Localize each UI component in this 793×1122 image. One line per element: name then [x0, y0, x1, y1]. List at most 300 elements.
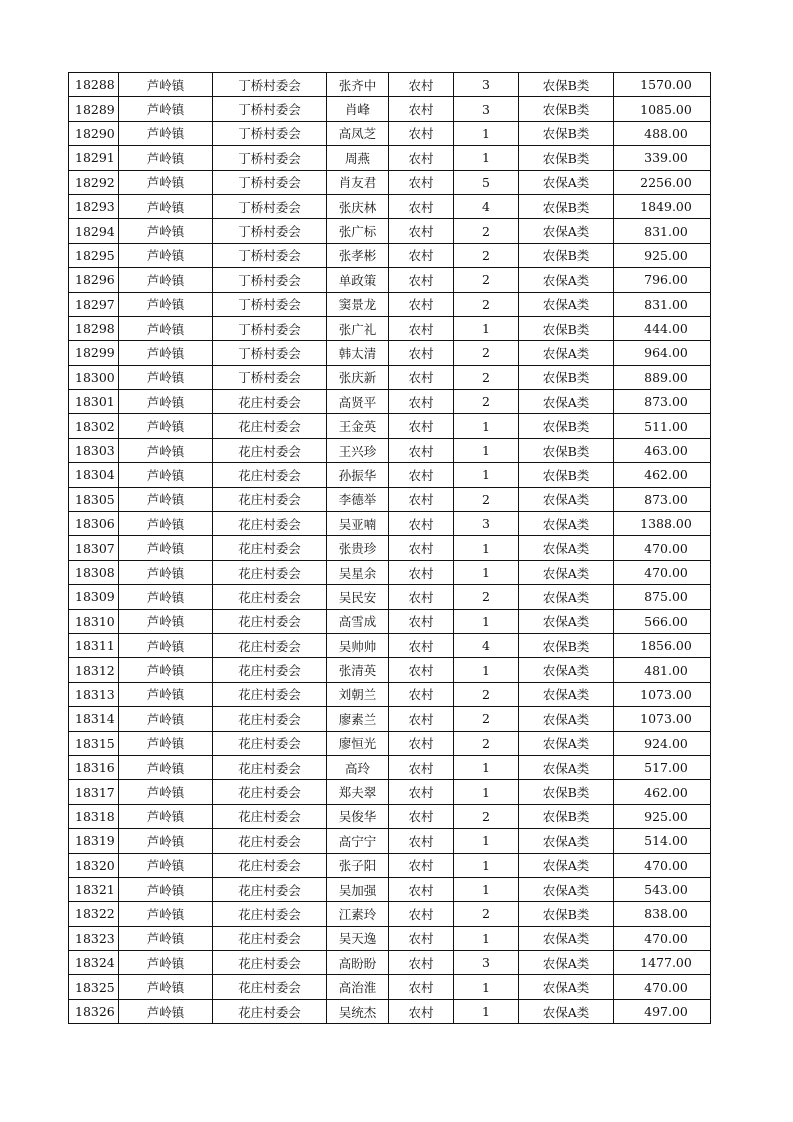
town-cell: 芦岭镇 — [119, 585, 213, 609]
town-cell: 芦岭镇 — [119, 682, 213, 706]
record-id-cell: 18323 — [69, 926, 119, 950]
village-committee-cell: 丁桥村委会 — [213, 194, 327, 218]
record-id-cell: 18289 — [69, 97, 119, 121]
family-size-cell: 3 — [454, 512, 519, 536]
household-type-cell: 农村 — [389, 902, 454, 926]
table-row — [69, 243, 711, 267]
amount-cell: 924.00 — [614, 731, 711, 755]
amount-cell: 831.00 — [614, 292, 711, 316]
family-size-cell: 1 — [454, 755, 519, 779]
record-id-cell: 18303 — [69, 438, 119, 462]
village-committee-cell: 丁桥村委会 — [213, 73, 327, 97]
amount-cell: 796.00 — [614, 268, 711, 292]
household-type-cell: 农村 — [389, 487, 454, 511]
town-cell: 芦岭镇 — [119, 219, 213, 243]
household-type-cell: 农村 — [389, 414, 454, 438]
family-size-cell: 1 — [454, 999, 519, 1023]
insurance-category-cell: 农保A类 — [519, 170, 614, 194]
family-size-cell: 2 — [454, 219, 519, 243]
insurance-category-cell: 农保B类 — [519, 365, 614, 389]
town-cell: 芦岭镇 — [119, 633, 213, 657]
household-type-cell: 农村 — [389, 731, 454, 755]
person-name-cell: 韩太清 — [327, 341, 389, 365]
household-type-cell: 农村 — [389, 585, 454, 609]
insurance-category-cell: 农保A类 — [519, 877, 614, 901]
family-size-cell: 1 — [454, 560, 519, 584]
insurance-category-cell: 农保B类 — [519, 633, 614, 657]
household-type-cell: 农村 — [389, 853, 454, 877]
amount-cell: 463.00 — [614, 438, 711, 462]
record-id-cell: 18314 — [69, 707, 119, 731]
insurance-category-cell: 农保B类 — [519, 804, 614, 828]
village-committee-cell: 花庄村委会 — [213, 682, 327, 706]
household-type-cell: 农村 — [389, 292, 454, 316]
table-row — [69, 73, 711, 97]
person-name-cell: 高凤芝 — [327, 121, 389, 145]
town-cell: 芦岭镇 — [119, 780, 213, 804]
family-size-cell: 1 — [454, 438, 519, 462]
town-cell: 芦岭镇 — [119, 463, 213, 487]
record-id-cell: 18326 — [69, 999, 119, 1023]
person-name-cell: 张广礼 — [327, 316, 389, 340]
record-id-cell: 18300 — [69, 365, 119, 389]
record-id-cell: 18288 — [69, 73, 119, 97]
family-size-cell: 1 — [454, 414, 519, 438]
insurance-category-cell: 农保B类 — [519, 902, 614, 926]
table-row — [69, 487, 711, 511]
person-name-cell: 张子阳 — [327, 853, 389, 877]
amount-cell: 470.00 — [614, 536, 711, 560]
village-committee-cell: 花庄村委会 — [213, 658, 327, 682]
record-id-cell: 18311 — [69, 633, 119, 657]
table-row — [69, 536, 711, 560]
household-type-cell: 农村 — [389, 560, 454, 584]
table-row — [69, 194, 711, 218]
household-type-cell: 农村 — [389, 268, 454, 292]
insurance-category-cell: 农保A类 — [519, 658, 614, 682]
person-name-cell: 王兴珍 — [327, 438, 389, 462]
amount-cell: 339.00 — [614, 146, 711, 170]
village-committee-cell: 花庄村委会 — [213, 512, 327, 536]
village-committee-cell: 丁桥村委会 — [213, 170, 327, 194]
household-type-cell: 农村 — [389, 707, 454, 731]
table-row — [69, 390, 711, 414]
insurance-category-cell: 农保A类 — [519, 536, 614, 560]
household-type-cell: 农村 — [389, 999, 454, 1023]
amount-cell: 470.00 — [614, 975, 711, 999]
record-id-cell: 18310 — [69, 609, 119, 633]
amount-cell: 444.00 — [614, 316, 711, 340]
person-name-cell: 张清英 — [327, 658, 389, 682]
village-committee-cell: 丁桥村委会 — [213, 121, 327, 145]
insurance-category-cell: 农保B类 — [519, 73, 614, 97]
table-row — [69, 804, 711, 828]
person-name-cell: 张齐中 — [327, 73, 389, 97]
table-row — [69, 999, 711, 1023]
town-cell: 芦岭镇 — [119, 487, 213, 511]
village-committee-cell: 花庄村委会 — [213, 487, 327, 511]
family-size-cell: 2 — [454, 731, 519, 755]
table-row — [69, 268, 711, 292]
record-id-cell: 18294 — [69, 219, 119, 243]
household-type-cell: 农村 — [389, 609, 454, 633]
amount-cell: 1570.00 — [614, 73, 711, 97]
family-size-cell: 2 — [454, 487, 519, 511]
household-type-cell: 农村 — [389, 316, 454, 340]
record-id-cell: 18308 — [69, 560, 119, 584]
household-type-cell: 农村 — [389, 951, 454, 975]
household-type-cell: 农村 — [389, 926, 454, 950]
person-name-cell: 高盼盼 — [327, 951, 389, 975]
household-type-cell: 农村 — [389, 146, 454, 170]
town-cell: 芦岭镇 — [119, 170, 213, 194]
amount-cell: 925.00 — [614, 243, 711, 267]
family-size-cell: 2 — [454, 292, 519, 316]
village-committee-cell: 花庄村委会 — [213, 804, 327, 828]
record-id-cell: 18325 — [69, 975, 119, 999]
insurance-category-cell: 农保A类 — [519, 975, 614, 999]
record-id-cell: 18292 — [69, 170, 119, 194]
record-id-cell: 18313 — [69, 682, 119, 706]
village-committee-cell: 花庄村委会 — [213, 999, 327, 1023]
amount-cell: 1477.00 — [614, 951, 711, 975]
village-committee-cell: 丁桥村委会 — [213, 97, 327, 121]
table-row — [69, 560, 711, 584]
insurance-category-cell: 农保A类 — [519, 292, 614, 316]
household-type-cell: 农村 — [389, 438, 454, 462]
person-name-cell: 单政策 — [327, 268, 389, 292]
table-row — [69, 341, 711, 365]
household-type-cell: 农村 — [389, 829, 454, 853]
family-size-cell: 5 — [454, 170, 519, 194]
table-row — [69, 438, 711, 462]
amount-cell: 873.00 — [614, 487, 711, 511]
village-committee-cell: 花庄村委会 — [213, 390, 327, 414]
amount-cell: 1073.00 — [614, 682, 711, 706]
person-name-cell: 廖恒光 — [327, 731, 389, 755]
record-id-cell: 18321 — [69, 877, 119, 901]
insurance-category-cell: 农保B类 — [519, 243, 614, 267]
town-cell: 芦岭镇 — [119, 97, 213, 121]
family-size-cell: 4 — [454, 633, 519, 657]
town-cell: 芦岭镇 — [119, 268, 213, 292]
insurance-category-cell: 农保A类 — [519, 853, 614, 877]
town-cell: 芦岭镇 — [119, 877, 213, 901]
record-id-cell: 18305 — [69, 487, 119, 511]
family-size-cell: 1 — [454, 463, 519, 487]
record-id-cell: 18312 — [69, 658, 119, 682]
family-size-cell: 1 — [454, 975, 519, 999]
table-row — [69, 902, 711, 926]
household-type-cell: 农村 — [389, 975, 454, 999]
household-type-cell: 农村 — [389, 341, 454, 365]
village-committee-cell: 花庄村委会 — [213, 585, 327, 609]
family-size-cell: 1 — [454, 536, 519, 560]
village-committee-cell: 丁桥村委会 — [213, 341, 327, 365]
table-row — [69, 463, 711, 487]
person-name-cell: 吴统杰 — [327, 999, 389, 1023]
insurance-category-cell: 农保B类 — [519, 780, 614, 804]
insurance-category-cell: 农保B类 — [519, 463, 614, 487]
person-name-cell: 吴星余 — [327, 560, 389, 584]
town-cell: 芦岭镇 — [119, 316, 213, 340]
amount-cell: 511.00 — [614, 414, 711, 438]
village-committee-cell: 丁桥村委会 — [213, 219, 327, 243]
record-id-cell: 18315 — [69, 731, 119, 755]
village-committee-cell: 花庄村委会 — [213, 926, 327, 950]
person-name-cell: 孙振华 — [327, 463, 389, 487]
person-name-cell: 吴帅帅 — [327, 633, 389, 657]
town-cell: 芦岭镇 — [119, 975, 213, 999]
person-name-cell: 李德举 — [327, 487, 389, 511]
table-row — [69, 414, 711, 438]
table-row — [69, 170, 711, 194]
person-name-cell: 吴民安 — [327, 585, 389, 609]
town-cell: 芦岭镇 — [119, 853, 213, 877]
person-name-cell: 高治淮 — [327, 975, 389, 999]
amount-cell: 470.00 — [614, 560, 711, 584]
family-size-cell: 1 — [454, 853, 519, 877]
village-committee-cell: 花庄村委会 — [213, 780, 327, 804]
amount-cell: 925.00 — [614, 804, 711, 828]
person-name-cell: 高宁宁 — [327, 829, 389, 853]
record-id-cell: 18316 — [69, 755, 119, 779]
town-cell: 芦岭镇 — [119, 902, 213, 926]
record-id-cell: 18293 — [69, 194, 119, 218]
amount-cell: 488.00 — [614, 121, 711, 145]
town-cell: 芦岭镇 — [119, 829, 213, 853]
person-name-cell: 吴亚喃 — [327, 512, 389, 536]
village-committee-cell: 花庄村委会 — [213, 951, 327, 975]
amount-cell: 964.00 — [614, 341, 711, 365]
family-size-cell: 3 — [454, 951, 519, 975]
record-id-cell: 18290 — [69, 121, 119, 145]
table-row — [69, 146, 711, 170]
record-id-cell: 18296 — [69, 268, 119, 292]
person-name-cell: 江素玲 — [327, 902, 389, 926]
insurance-category-cell: 农保B类 — [519, 414, 614, 438]
person-name-cell: 王金英 — [327, 414, 389, 438]
record-id-cell: 18324 — [69, 951, 119, 975]
amount-cell: 470.00 — [614, 853, 711, 877]
village-committee-cell: 花庄村委会 — [213, 829, 327, 853]
person-name-cell: 窦景龙 — [327, 292, 389, 316]
amount-cell: 831.00 — [614, 219, 711, 243]
family-size-cell: 2 — [454, 682, 519, 706]
family-size-cell: 3 — [454, 97, 519, 121]
family-size-cell: 1 — [454, 146, 519, 170]
person-name-cell: 高雪成 — [327, 609, 389, 633]
person-name-cell: 张孝彬 — [327, 243, 389, 267]
village-committee-cell: 花庄村委会 — [213, 902, 327, 926]
household-type-cell: 农村 — [389, 219, 454, 243]
family-size-cell: 4 — [454, 194, 519, 218]
village-committee-cell: 花庄村委会 — [213, 707, 327, 731]
household-type-cell: 农村 — [389, 194, 454, 218]
table-row — [69, 707, 711, 731]
town-cell: 芦岭镇 — [119, 707, 213, 731]
village-committee-cell: 花庄村委会 — [213, 609, 327, 633]
amount-cell: 2256.00 — [614, 170, 711, 194]
table-row — [69, 829, 711, 853]
town-cell: 芦岭镇 — [119, 609, 213, 633]
person-name-cell: 吴加强 — [327, 877, 389, 901]
insurance-category-cell: 农保A类 — [519, 999, 614, 1023]
insurance-category-cell: 农保A类 — [519, 585, 614, 609]
record-id-cell: 18299 — [69, 341, 119, 365]
table-row — [69, 658, 711, 682]
family-size-cell: 2 — [454, 268, 519, 292]
household-type-cell: 农村 — [389, 633, 454, 657]
amount-cell: 1388.00 — [614, 512, 711, 536]
amount-cell: 462.00 — [614, 463, 711, 487]
household-type-cell: 农村 — [389, 463, 454, 487]
record-id-cell: 18291 — [69, 146, 119, 170]
amount-cell: 1073.00 — [614, 707, 711, 731]
person-name-cell: 吴俊华 — [327, 804, 389, 828]
town-cell: 芦岭镇 — [119, 121, 213, 145]
amount-cell: 1856.00 — [614, 633, 711, 657]
person-name-cell: 刘朝兰 — [327, 682, 389, 706]
insurance-category-cell: 农保A类 — [519, 341, 614, 365]
household-type-cell: 农村 — [389, 512, 454, 536]
person-name-cell: 周燕 — [327, 146, 389, 170]
insurance-category-cell: 农保B类 — [519, 194, 614, 218]
town-cell: 芦岭镇 — [119, 390, 213, 414]
household-type-cell: 农村 — [389, 780, 454, 804]
family-size-cell: 1 — [454, 780, 519, 804]
town-cell: 芦岭镇 — [119, 658, 213, 682]
person-name-cell: 张庆新 — [327, 365, 389, 389]
insurance-category-cell: 农保A类 — [519, 487, 614, 511]
record-id-cell: 18320 — [69, 853, 119, 877]
village-committee-cell: 丁桥村委会 — [213, 292, 327, 316]
village-committee-cell: 花庄村委会 — [213, 853, 327, 877]
person-name-cell: 高玲 — [327, 755, 389, 779]
amount-cell: 1849.00 — [614, 194, 711, 218]
town-cell: 芦岭镇 — [119, 755, 213, 779]
town-cell: 芦岭镇 — [119, 438, 213, 462]
village-committee-cell: 花庄村委会 — [213, 633, 327, 657]
table-row — [69, 877, 711, 901]
family-size-cell: 1 — [454, 121, 519, 145]
town-cell: 芦岭镇 — [119, 243, 213, 267]
village-committee-cell: 丁桥村委会 — [213, 365, 327, 389]
village-committee-cell: 丁桥村委会 — [213, 268, 327, 292]
village-committee-cell: 花庄村委会 — [213, 560, 327, 584]
table-row — [69, 365, 711, 389]
insurance-category-cell: 农保A类 — [519, 609, 614, 633]
table-row — [69, 682, 711, 706]
table-row — [69, 975, 711, 999]
amount-cell: 497.00 — [614, 999, 711, 1023]
town-cell: 芦岭镇 — [119, 926, 213, 950]
family-size-cell: 1 — [454, 926, 519, 950]
amount-cell: 889.00 — [614, 365, 711, 389]
amount-cell: 470.00 — [614, 926, 711, 950]
town-cell: 芦岭镇 — [119, 414, 213, 438]
insurance-category-cell: 农保B类 — [519, 438, 614, 462]
village-committee-cell: 丁桥村委会 — [213, 146, 327, 170]
household-type-cell: 农村 — [389, 97, 454, 121]
town-cell: 芦岭镇 — [119, 804, 213, 828]
family-size-cell: 2 — [454, 707, 519, 731]
town-cell: 芦岭镇 — [119, 951, 213, 975]
town-cell: 芦岭镇 — [119, 536, 213, 560]
table-row — [69, 755, 711, 779]
household-type-cell: 农村 — [389, 755, 454, 779]
insurance-category-cell: 农保A类 — [519, 829, 614, 853]
record-id-cell: 18301 — [69, 390, 119, 414]
table-row — [69, 121, 711, 145]
table-row — [69, 951, 711, 975]
family-size-cell: 1 — [454, 609, 519, 633]
record-id-cell: 18307 — [69, 536, 119, 560]
record-id-cell: 18304 — [69, 463, 119, 487]
family-size-cell: 1 — [454, 658, 519, 682]
household-type-cell: 农村 — [389, 877, 454, 901]
table-row — [69, 585, 711, 609]
insurance-category-cell: 农保A类 — [519, 731, 614, 755]
record-id-cell: 18317 — [69, 780, 119, 804]
family-size-cell: 2 — [454, 365, 519, 389]
amount-cell: 838.00 — [614, 902, 711, 926]
insurance-category-cell: 农保B类 — [519, 121, 614, 145]
family-size-cell: 3 — [454, 73, 519, 97]
table-row — [69, 926, 711, 950]
record-id-cell: 18319 — [69, 829, 119, 853]
amount-cell: 1085.00 — [614, 97, 711, 121]
insurance-category-cell: 农保B类 — [519, 97, 614, 121]
record-id-cell: 18295 — [69, 243, 119, 267]
insurance-category-cell: 农保A类 — [519, 512, 614, 536]
table-row — [69, 316, 711, 340]
insurance-category-cell: 农保A类 — [519, 682, 614, 706]
town-cell: 芦岭镇 — [119, 999, 213, 1023]
record-id-cell: 18322 — [69, 902, 119, 926]
person-name-cell: 张贵珍 — [327, 536, 389, 560]
amount-cell: 517.00 — [614, 755, 711, 779]
insurance-category-cell: 农保A类 — [519, 755, 614, 779]
insurance-category-cell: 农保B类 — [519, 146, 614, 170]
village-committee-cell: 花庄村委会 — [213, 438, 327, 462]
family-size-cell: 2 — [454, 804, 519, 828]
village-committee-cell: 花庄村委会 — [213, 414, 327, 438]
family-size-cell: 2 — [454, 902, 519, 926]
village-committee-cell: 花庄村委会 — [213, 463, 327, 487]
town-cell: 芦岭镇 — [119, 365, 213, 389]
insurance-category-cell: 农保B类 — [519, 316, 614, 340]
record-id-cell: 18318 — [69, 804, 119, 828]
household-type-cell: 农村 — [389, 804, 454, 828]
record-id-cell: 18302 — [69, 414, 119, 438]
town-cell: 芦岭镇 — [119, 731, 213, 755]
table-row — [69, 512, 711, 536]
amount-cell: 873.00 — [614, 390, 711, 414]
village-committee-cell: 花庄村委会 — [213, 755, 327, 779]
household-type-cell: 农村 — [389, 682, 454, 706]
amount-cell: 875.00 — [614, 585, 711, 609]
table-row — [69, 97, 711, 121]
insurance-category-cell: 农保A类 — [519, 268, 614, 292]
household-type-cell: 农村 — [389, 170, 454, 194]
amount-cell: 566.00 — [614, 609, 711, 633]
insurance-category-cell: 农保A类 — [519, 707, 614, 731]
person-name-cell: 高贤平 — [327, 390, 389, 414]
insurance-category-cell: 农保A类 — [519, 560, 614, 584]
record-id-cell: 18309 — [69, 585, 119, 609]
family-size-cell: 1 — [454, 877, 519, 901]
